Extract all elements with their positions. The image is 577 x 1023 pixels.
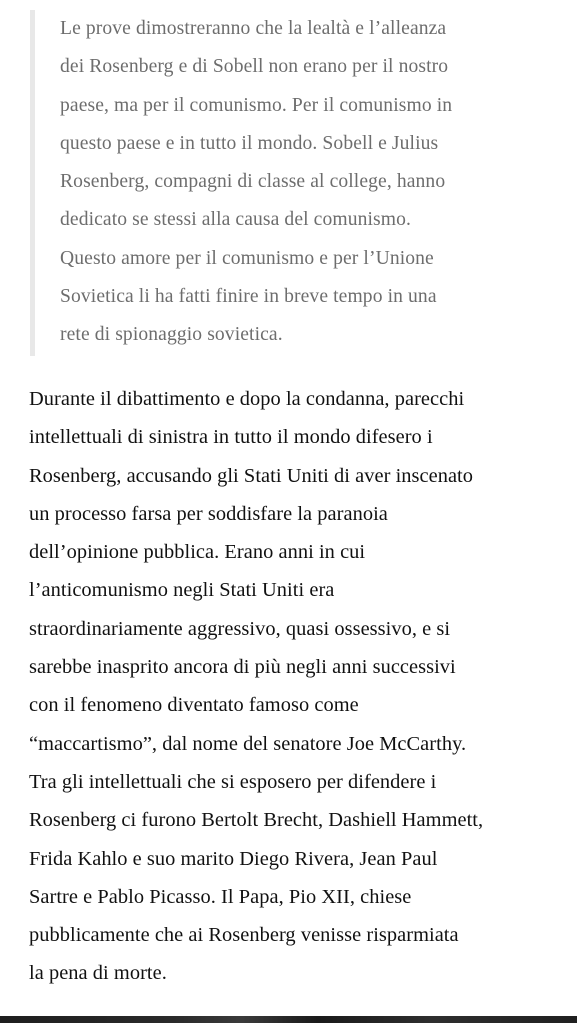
paragraph-line: Sartre e Pablo Picasso. Il Papa, Pio XII, chiese [29, 885, 412, 908]
quote-text [60, 10, 540, 355]
paragraph-line: con il fenomeno diventato famoso come [29, 694, 359, 717]
quote-line: Rosenberg, compagni di classe al college, hanno [60, 171, 446, 193]
paragraph-line: straordinariamente aggressivo, quasi ossessivo, e si [29, 617, 451, 640]
quote-line: Le prove dimostreranno che la lealtà e l’alleanza [60, 18, 447, 39]
paragraph-line: Rosenberg ci furono Bertolt Brecht, Dashiell Hammett, [29, 809, 484, 832]
quote-line: Questo amore per il comunismo e per l’Unione [60, 247, 434, 269]
paragraph-line: dell’opinione pubblica. Erano anni in cui [29, 541, 366, 564]
blockquote [30, 10, 540, 356]
paragraph-line: la pena di morte. [29, 962, 167, 985]
paragraph-line: Tra gli intellettuali che si esposero per difendere i [29, 770, 437, 793]
quote-line: rete di spionaggio sovietica. [60, 324, 283, 346]
paragraph-line: sarebbe inasprito ancora di più negli anni successivi [29, 656, 456, 679]
body-paragraph [29, 380, 549, 993]
quote-line: Sovietica li ha fatti finire in breve tempo in una [60, 286, 437, 308]
paragraph-line: un processo farsa per soddisfare la paranoia [29, 502, 388, 525]
paragraph-line: intellettuali di sinistra in tutto il mondo difesero i [29, 426, 433, 449]
quote-line: paese, ma per il comunismo. Per il comunismo in [60, 94, 453, 116]
paragraph-line: Durante il dibattimento e dopo la condanna, parecchi [29, 388, 465, 410]
paragraph-line: “maccartismo”, dal nome del senatore Joe McCarthy. [29, 732, 467, 755]
paragraph-line: Frida Kahlo e suo marito Diego Rivera, Jean Paul [29, 847, 438, 870]
paragraph-line: pubblicamente che ai Rosenberg venisse risparmiata [29, 924, 459, 947]
quote-line: dei Rosenberg e di Sobell non erano per il nostro [60, 56, 449, 78]
quote-line: dedicato se stessi alla causa del comunismo. [60, 209, 412, 231]
photo-edge [0, 1016, 577, 1023]
paragraph-line: Rosenberg, accusando gli Stati Uniti di aver inscenato [29, 464, 474, 487]
quote-line: questo paese e in tutto il mondo. Sobell e Julius [60, 132, 439, 154]
paragraph-line: l’anticomunismo negli Stati Uniti era [29, 579, 335, 602]
